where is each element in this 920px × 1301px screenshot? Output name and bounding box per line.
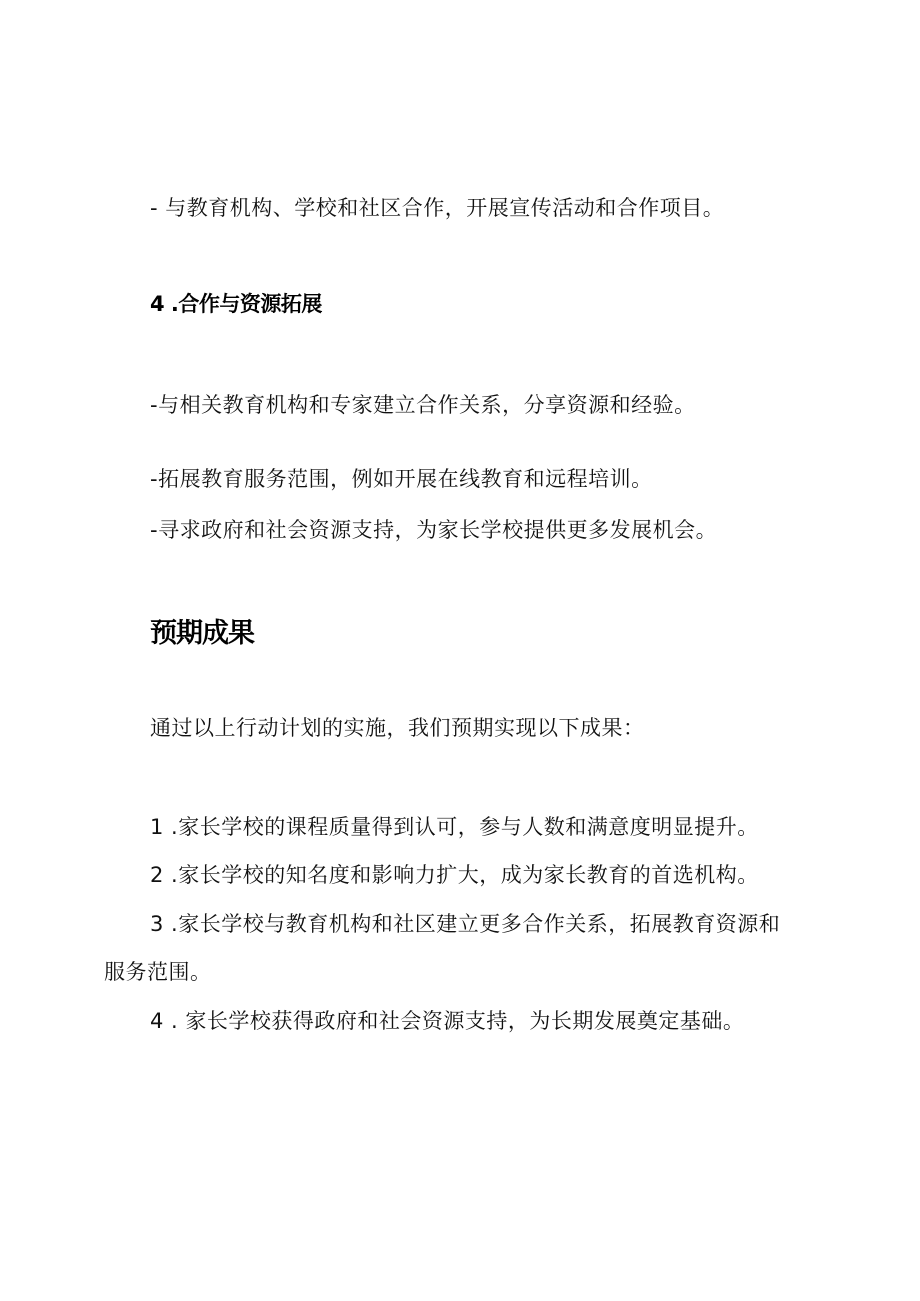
section-heading-expected-outcomes: 预期成果 — [150, 618, 254, 649]
outcome-item-1: 1 .家长学校的课程质量得到认可，参与人数和满意度明显提升。 — [150, 815, 759, 839]
cooperation-line-2: -拓展教育服务范围，例如开展在线教育和远程培训。 — [150, 467, 653, 491]
cooperation-line-3: -寻求政府和社会资源支持，为家长学校提供更多发展机会。 — [150, 518, 718, 542]
outcome-item-3-line-1: 3 .家长学校与教育机构和社区建立更多合作关系，拓展教育资源和 — [150, 912, 781, 936]
cooperation-line-1: -与相关教育机构和专家建立合作关系，分享资源和经验。 — [150, 393, 696, 417]
outcomes-intro: 通过以上行动计划的实施，我们预期实现以下成果： — [150, 716, 645, 740]
outcome-item-2: 2 .家长学校的知名度和影响力扩大，成为家长教育的首选机构。 — [150, 863, 759, 887]
outcome-item-4: 4 . 家长学校获得政府和社会资源支持，为长期发展奠定基础。 — [150, 1009, 745, 1033]
promotion-cooperation-line: - 与教育机构、学校和社区合作，开展宣传活动和合作项目。 — [150, 196, 725, 220]
section-heading-cooperation: 4 .合作与资源拓展 — [150, 292, 322, 316]
outcome-item-3-line-2: 服务范围。 — [104, 960, 212, 984]
